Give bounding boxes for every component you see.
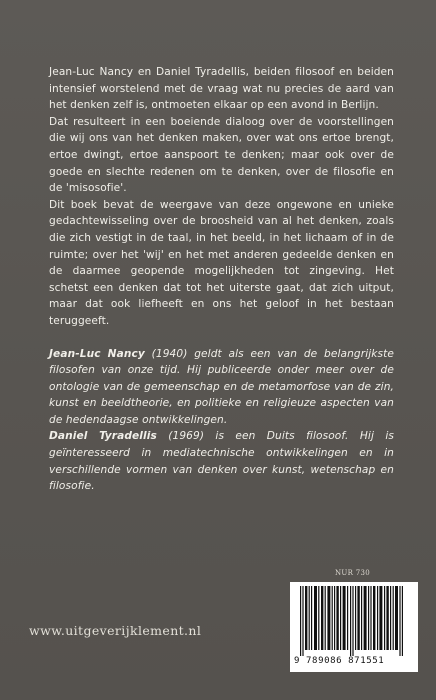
blurb-paragraph-1: Jean-Luc Nancy en Daniel Tyradellis, beiden filosoof en beiden intensief worstelend met de vraag wat nu precies de aard van het denken zelf is, ontmoeten elkaar op een avond in Berlijn.: [49, 66, 394, 112]
barcode-icon: [290, 582, 418, 656]
author-bio-tyradellis: [49, 428, 394, 494]
author-bio-nancy-text: (1940) geldt als een van de belangrijkste filosofen van onze tijd. Hij publiceerde onder meer over de ontologie van de gemeenschap en de metamorfose van de zin, kunst en beeldtheorie, en politieke en religieuze aspecten van de hedendaagse ontwikkelingen.: [49, 347, 395, 426]
author-bio-tyradellis-text: (1969) is een Duits filosoof. Hij is geïnteresseerd in mediatechnische ontwikkelingen en in verschillende vormen van denken over kunst, wetenschap en filosofie.: [49, 430, 394, 493]
blurb-paragraph-2: Dat resulteert in een boeiende dialoog over de voorstellingen die wij ons van het denken maken, over wat ons ertoe brengt, ertoe dwingt, ertoe aanspoort te denken; maar ook over de goede en slechte redenen om te denken, over de filosofie en de 'misosofie'.: [49, 115, 394, 195]
author-name-tyradellis: Daniel Tyradellis: [49, 430, 157, 443]
blurb-text: [49, 64, 394, 495]
publisher-website[interactable]: www.uitgeverijklement.nl: [29, 623, 202, 638]
nur-code: NUR 730: [335, 569, 370, 577]
isbn-barcode: [290, 582, 418, 672]
author-name-nancy: Jean-Luc Nancy: [49, 347, 145, 360]
blurb-paragraph-3: Dit boek bevat de weergave van deze ongewone en unieke gedachtewisseling over de broosheid van al het denken, zoals die zich vestigt in de taal, in het beeld, in het lichaam of in de ruimte; over het 'wij' en het met anderen gedeelde denken en de daarmee geopende mogelijkheden tot zingeving. Het schetst een denken dat tot het uiterste gaat, dat zich uitput, maar dat ook liefheeft en ons het geloof in het bestaan teruggeeft.: [49, 198, 394, 327]
author-bio-nancy: [49, 346, 394, 429]
isbn-number: 9 789086 871551: [294, 656, 385, 666]
